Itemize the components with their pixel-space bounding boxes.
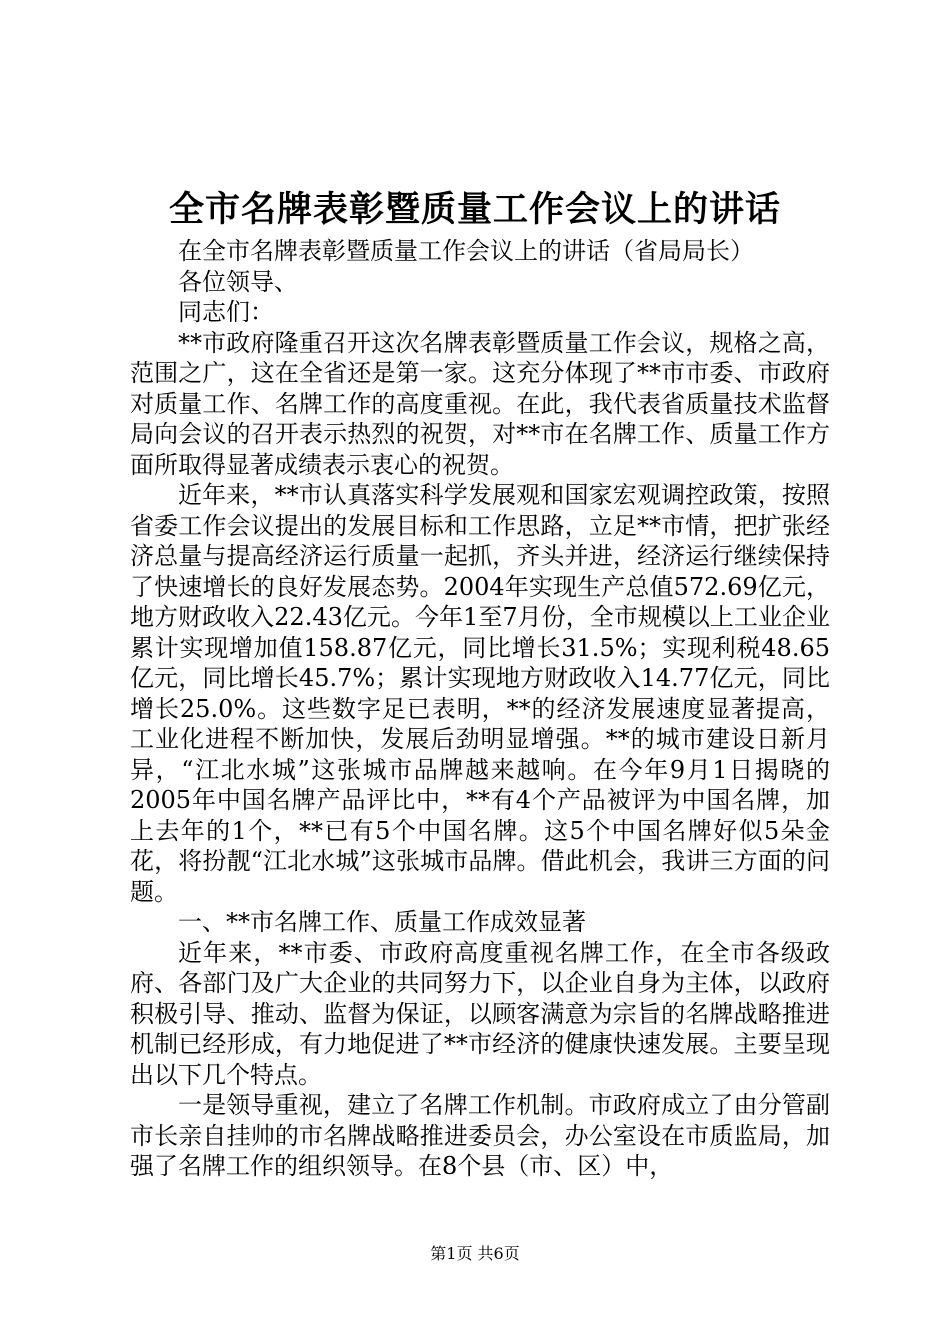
body-paragraph: 一是领导重视，建立了名牌工作机制。市政府成立了由分管副市长亲自挂帅的市名牌战略推进委员会，办公室设在市质监局，加强了名牌工作的组织领导。在8个县（市、区）中， bbox=[130, 1091, 830, 1180]
document-title: 全市名牌表彰暨质量工作会议上的讲话 bbox=[168, 189, 781, 230]
salutation-line-1: 各位领导、 bbox=[178, 267, 298, 296]
section-heading: 一、**市名牌工作、质量工作成效显著 bbox=[178, 908, 586, 936]
page-number-footer: 第1页 共6页 bbox=[430, 1244, 520, 1263]
subtitle-paragraph: 在全市名牌表彰暨质量工作会议上的讲话（省局局长） bbox=[178, 237, 754, 265]
document-body bbox=[130, 236, 830, 1182]
body-paragraph: 近年来，**市委、市政府高度重视名牌工作，在全市各级政府、各部门及广大企业的共同努力下，以企业自身为主体，以政府积极引导、推动、监督为保证，以顾客满意为宗旨的名牌战略推进机制已经形成，有力地促进了**市经济的健康快速发展。主要呈现出以下几个特点。 bbox=[130, 938, 830, 1089]
body-paragraph: **市政府隆重召开这次名牌表彰暨质量工作会议，规格之高，范围之广，这在全省还是第一家。这充分体现了**市市委、市政府对质量工作、名牌工作的高度重视。在此，我代表省质量技术监督局向会议的召开表示热烈的祝贺，对**市在名牌工作、质量工作方面所取得显著成绩表示衷心的祝贺。 bbox=[130, 328, 830, 479]
salutation-line-2: 同志们： bbox=[178, 298, 274, 326]
body-paragraph: 近年来，**市认真落实科学发展观和国家宏观调控政策，按照省委工作会议提出的发展目标和工作思路，立足**市情，把扩张经济总量与提高经济运行质量一起抓，齐头并进，经济运行继续保持了快速增长的良好发展态势。2004年实现生产总值572.69亿元，地方财政收入22.43亿元。今年1至7月份，全市规模以上工业企业累计实现增加值158.87亿元，同比增长31.5%；实现利税48.65亿元，同比增长45.7%；累计实现地方财政收入14.77亿元，同比增长25.0%。这些数字足已表明，**的经济发展速度显著提高，工业化进程不断加快，发展后劲明显增强。**的城市建设日新月异，“江北水城”这张城市品牌越来越响。在今年9月1日揭晓的2005年中国名牌产品评比中，**有4个产品被评为中国名牌，加上去年的1个，**已有5个中国名牌。这5个中国名牌好似5朵金花，将扮靓“江北水城”这张城市品牌。借此机会，我讲三方面的问题。 bbox=[130, 481, 830, 906]
